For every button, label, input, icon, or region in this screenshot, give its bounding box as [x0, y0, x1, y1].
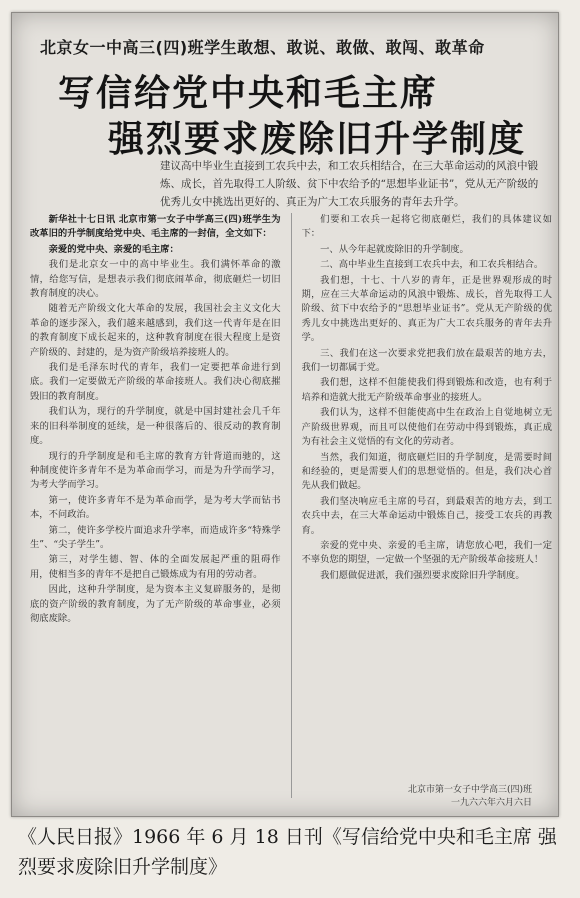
- article-paragraph: 当然，我们知道，彻底砸烂旧的升学制度，是需要时间和经验的，更是需要人们的思想觉悟的。但是，我们决心首先从我们做起。: [301, 451, 552, 492]
- article-paragraph: 亲爱的党中央、亲爱的毛主席，请您放心吧，我们一定不辜负您的期望，一定做一个坚强的无产阶级革命接班人！: [301, 539, 552, 566]
- signoff-date: 一九六六年六月六日: [450, 798, 532, 808]
- article-paragraph: 二、高中毕业生直接到工农兵中去，和工农兵相结合。: [320, 259, 544, 271]
- article-body: [30, 213, 552, 798]
- article-column-right: [302, 213, 553, 798]
- article-subhead: 建议高中毕业生直接到工农兵中去，和工农兵相结合，在三大革命运动的风浪中锻炼、成长，首先取得工人阶级、贫下中农给予的“思想毕业证书”，党从无产阶级的优秀儿女中挑选出更好的、真正为广大工农兵服务的青年去升学。: [160, 160, 539, 208]
- article-paragraph: 我们想，这样不但能使我们得到锻炼和改造，也有利于培养和造就大批无产阶级革命事业的接班人。: [301, 377, 552, 403]
- article-paragraph: 我们愿做促进派，我们强烈要求废除旧升学制度。: [320, 569, 525, 581]
- article-signoff: [408, 784, 532, 810]
- article-paragraph: 我们坚决响应毛主席的号召，到最艰苦的地方去，到工农兵中去，在三大革命运动中锻炼自己，接受工农兵的再教育。: [301, 495, 552, 536]
- article-paragraph: 第一，使许多青年不是为革命而学，是为考大学而钻书本，不问政治。: [30, 494, 281, 521]
- headline-line-1: 写信给党中央和毛主席: [58, 73, 439, 114]
- article-paragraph: 因此，这种升学制度，是为资本主义复辟服务的，是彻底的资产阶级的教育制度，为了无产阶级的革命事业，必须彻底废除。: [30, 584, 281, 624]
- article-paragraph: 我们想，十七、十八岁的青年，正是世界观形成的时期，应在三大革命运动的风浪中锻炼、成长，首先取得工人阶级、贫下中农给予的“思想毕业证书”。党从无产阶级的优秀儿女中挑选出更好的、真正为广大工农兵服务的青年去升学。: [301, 274, 552, 344]
- article-paragraph: 三、我们在这一次要求党把我们放在最艰苦的地方去，我们一切都属于党。: [301, 347, 552, 374]
- article-column-left: [30, 213, 281, 798]
- article-paragraph: 第三，对学生德、智、体的全面发展起严重的阻碍作用，使相当多的青年不是把自己锻炼成为有用的劳动者。: [30, 554, 281, 580]
- article-paragraph: 亲爱的党中央、亲爱的毛主席：: [48, 243, 179, 255]
- article-paragraph: 我们认为，这样不但能使高中生在政治上自觉地树立无产阶级世界观，而且可以使他们在劳动中得到锻炼，真正成为有社会主义觉悟的有文化的劳动者。: [301, 407, 552, 448]
- article-kicker: 北京女一中高三(四)班学生敢想、敢说、敢做、敢闯、敢革命: [40, 38, 485, 57]
- article-paragraph: 随着无产阶级文化大革命的发展，我国社会主义文化大革命的逐步深入，我们越来越感到，我们这一代青年是在旧的教育制度下成长起来的，这种教育制度在很大程度上是资产阶级的、封建的，是为资产阶级培养接班人的。: [30, 303, 281, 358]
- article-paragraph: 现行的升学制度是和毛主席的教育方针背道而驰的，这种制度使许多青年不是为革命而学习，而是为升学而学习，为考大学而学习。: [30, 450, 281, 491]
- article-paragraph: 第二，使许多学校片面追求升学率，而造成许多“特殊学生”、“尖子学生”。: [30, 524, 281, 550]
- article-paragraph: 我们是北京女一中的高中毕业生。我们满怀革命的激情，给您写信，是想表示我们彻底闹革命，彻底砸烂一切旧教育制度的决心。: [30, 259, 281, 300]
- article-paragraph: 一、从今年起就废除旧的升学制度。: [320, 243, 469, 255]
- article-paragraph: 新华社十七日讯 北京市第一女子中学高三(四)班学生为改革旧的升学制度给党中央、毛主席的一封信，全文如下：: [30, 214, 281, 240]
- column-divider: [291, 213, 292, 798]
- newspaper-clipping: [11, 12, 559, 817]
- headline-line-2: 强烈要求废除旧升学制度: [108, 119, 527, 160]
- signoff-org: 北京市第一女子中学高三(四)班: [407, 785, 532, 795]
- photo-caption: 《人民日报》1966 年 6 月 18 日刊《写信给党中央和毛主席 强烈要求废除旧升学制度》: [18, 826, 557, 878]
- article-paragraph: 们要和工农兵一起将它彻底砸烂，我们的具体建议如下：: [301, 214, 552, 240]
- article-paragraph: 我们是毛泽东时代的青年，我们一定要把革命进行到底。我们一定要做无产阶级的革命接班人。我们决心彻底摧毁旧的教育制度。: [30, 362, 281, 402]
- article-paragraph: 我们认为，现行的升学制度，就是中国封建社会几千年来的旧科举制度的延续，是一种很落后的、很反动的教育制度。: [30, 406, 281, 447]
